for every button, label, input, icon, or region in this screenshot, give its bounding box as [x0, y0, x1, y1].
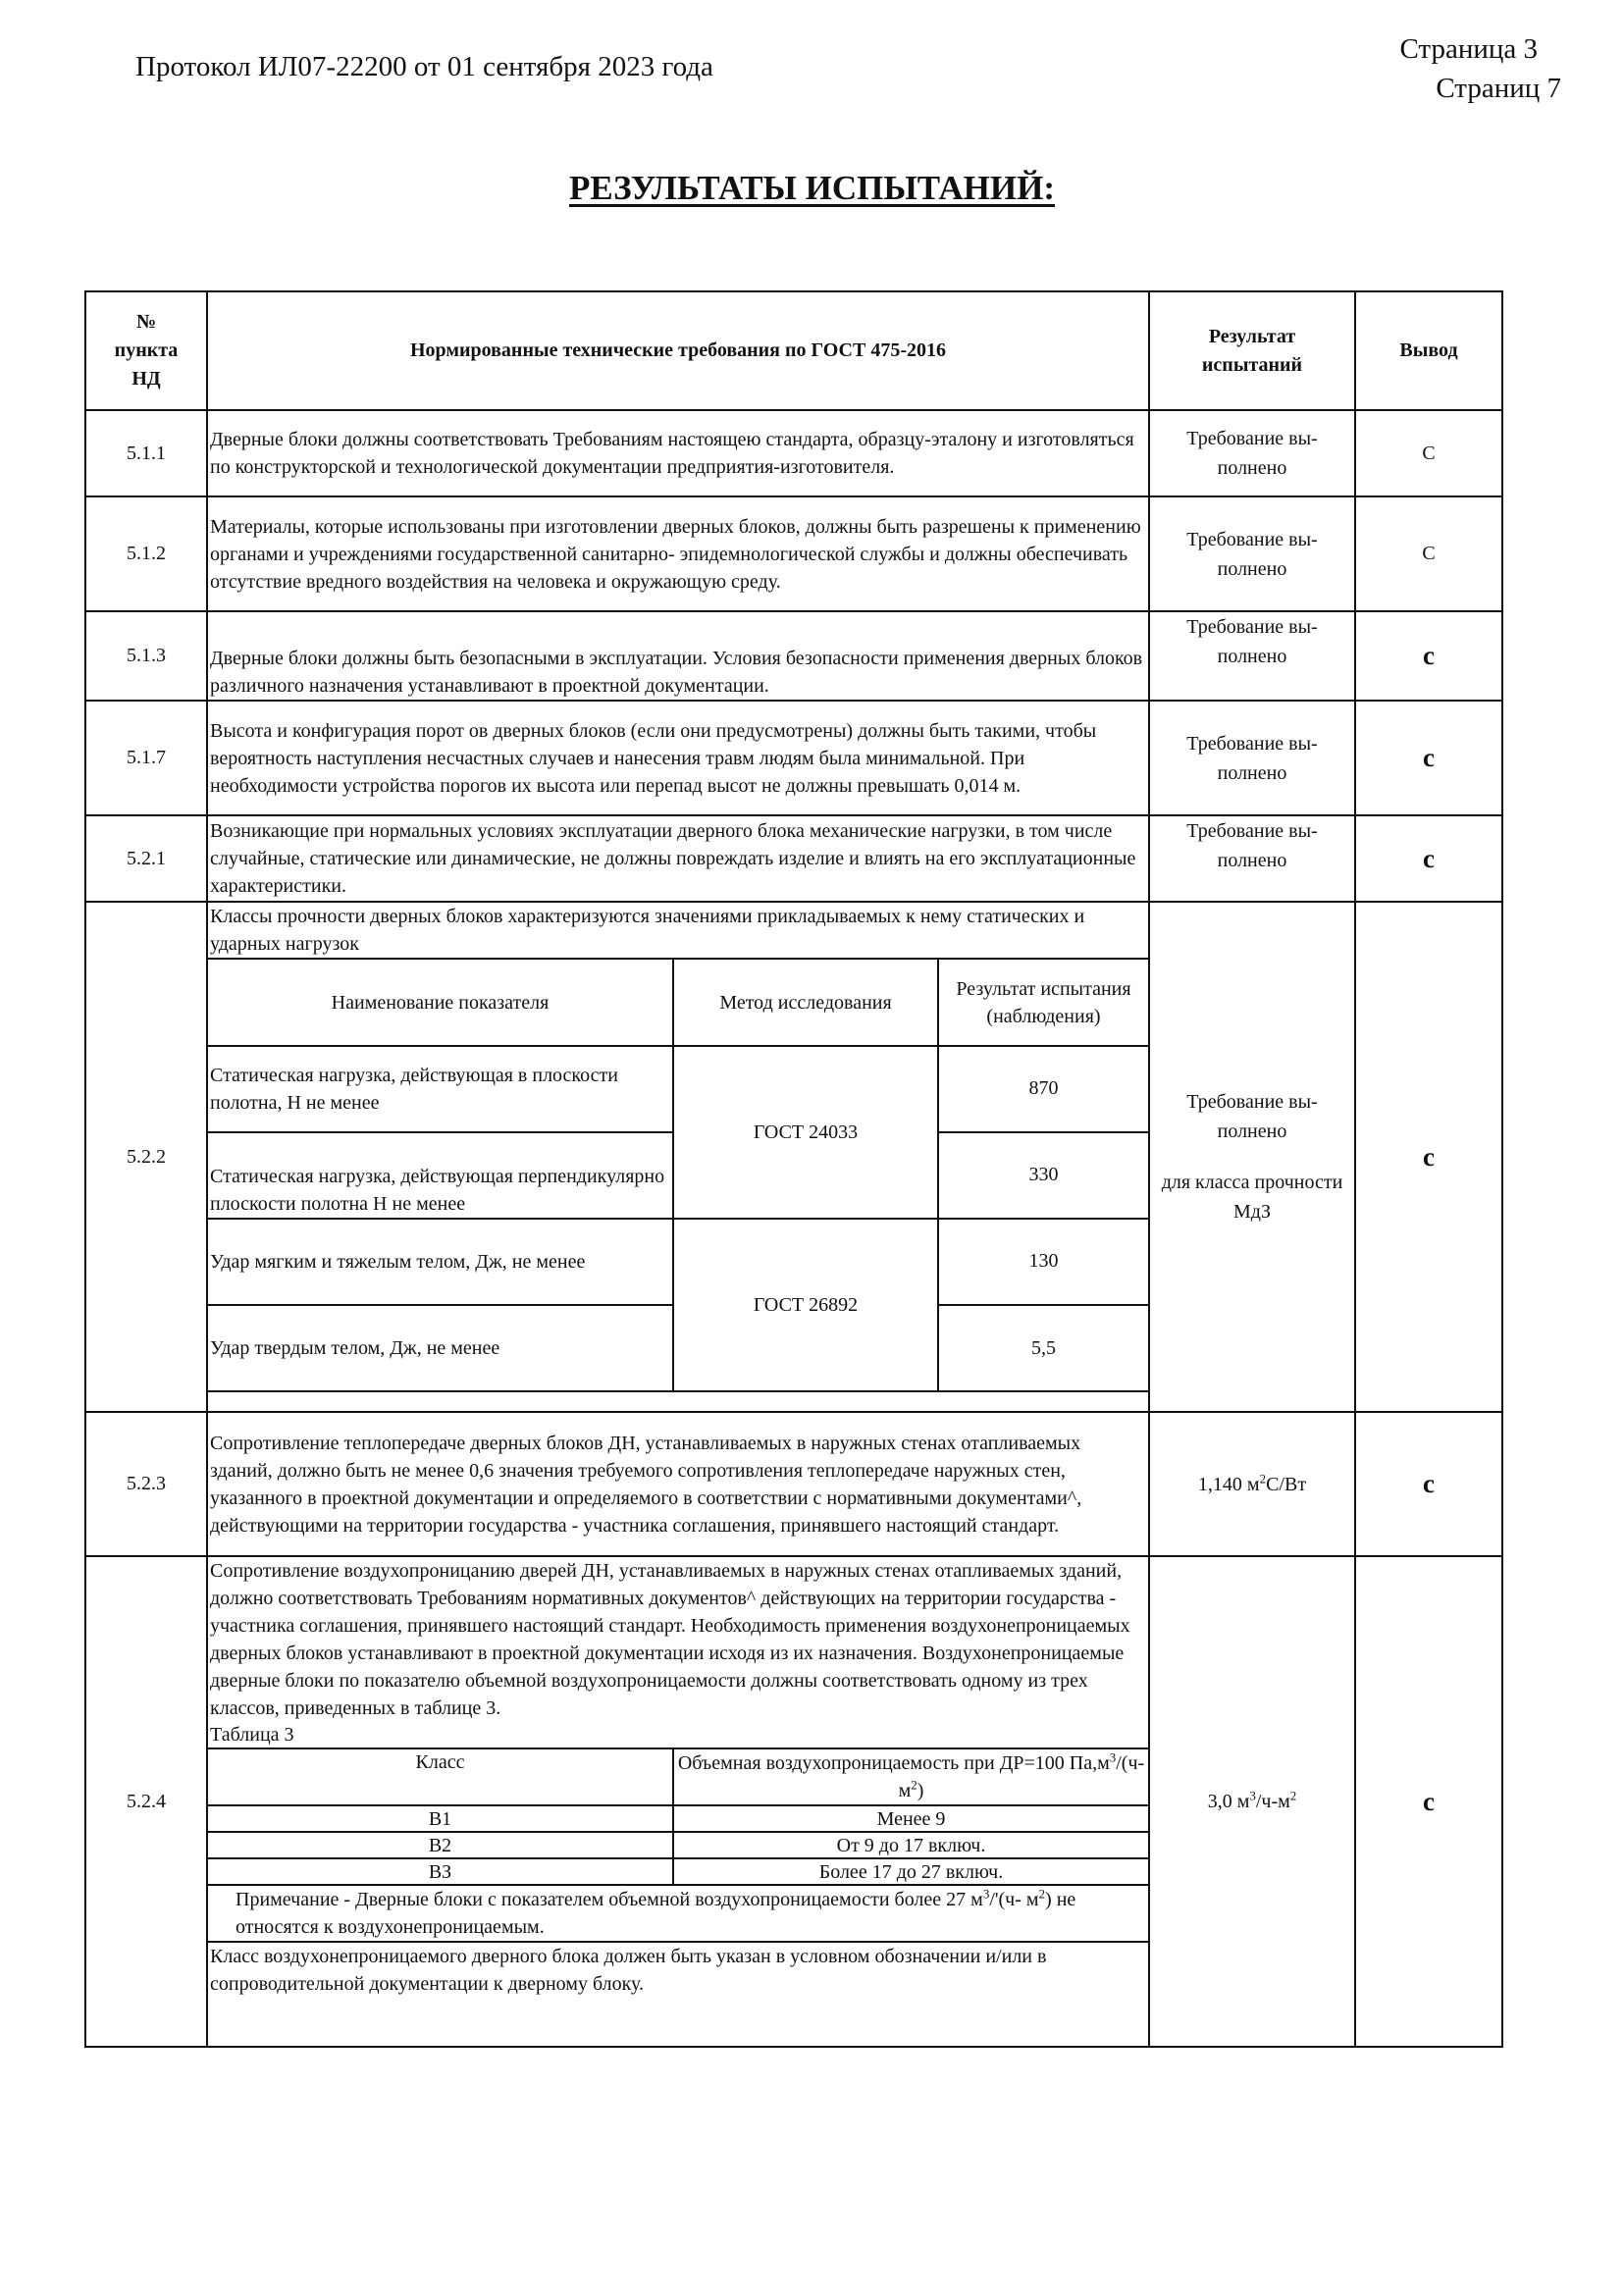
- row-result: Требование вы-полнено: [1149, 701, 1355, 815]
- strength-head-value: Результат испытания (наблюдения): [938, 960, 1148, 1046]
- air-value: От 9 до 17 включ.: [673, 1832, 1148, 1858]
- row-req: Дверные блоки должны быть безопасными в эксплуатации. Условия безопасности применения дверных блоков различного назначения устанавливают в проектной документации.: [207, 611, 1149, 701]
- strength-row-name: Удар мягким и тяжелым телом, Дж, не менее: [208, 1219, 673, 1305]
- row-req-strength: [207, 902, 1149, 1412]
- page-total: Страниц 7: [1436, 73, 1561, 104]
- thermal-sup: 2: [1259, 1470, 1267, 1486]
- results-table: [84, 290, 1503, 2048]
- strength-row-name: Удар твердым телом, Дж, не менее: [208, 1305, 673, 1391]
- row-conclusion: С: [1355, 410, 1502, 496]
- air-note-d: ) не относятся к воздухонепроницаемым.: [236, 1889, 1076, 1938]
- col-head-req: Нормированные технические требования по ГОСТ 475-2016: [207, 291, 1149, 410]
- air-class-table: [208, 1747, 1148, 1998]
- row-conclusion: С: [1355, 496, 1502, 611]
- row-num: 5.2.4: [85, 1556, 207, 2047]
- table-row: [85, 815, 1502, 902]
- results-table-header: [85, 291, 1502, 410]
- air-class: В1: [208, 1805, 673, 1832]
- strength-method: ГОСТ 26892: [673, 1219, 938, 1391]
- strength-table: [208, 960, 1148, 1403]
- row-result: Требование вы-полнено: [1149, 410, 1355, 496]
- table-row: [85, 902, 1502, 1412]
- table-row: [85, 701, 1502, 815]
- air-note-sup: 3: [982, 1886, 990, 1902]
- row-conclusion: с: [1355, 1412, 1502, 1556]
- strength-row-value: 870: [938, 1046, 1148, 1132]
- strength-result: Требование вы-полнено: [1186, 1091, 1318, 1142]
- thermal-value: 1,140 м: [1197, 1473, 1260, 1495]
- table-row: [85, 1556, 1502, 2047]
- col-head-conclusion: Вывод: [1355, 291, 1502, 410]
- air-note: [208, 1885, 1148, 1942]
- strength-method: ГОСТ 24033: [673, 1046, 938, 1219]
- row-conclusion: с: [1355, 1556, 1502, 2047]
- air-head-end: ): [917, 1780, 924, 1801]
- row-req-air: [207, 1556, 1149, 2047]
- air-class: В2: [208, 1832, 673, 1858]
- row-conclusion: с: [1355, 611, 1502, 701]
- table-row: [85, 1412, 1502, 1556]
- page-title-text: РЕЗУЛЬТАТЫ ИСПЫТАНИЙ:: [569, 169, 1055, 207]
- strength-row-name: Статическая нагрузка, действующая перпендикулярно плоскости полотна Н не менее: [208, 1132, 673, 1219]
- table-row: [85, 496, 1502, 611]
- row-conclusion: с: [1355, 701, 1502, 815]
- air-note-a: Примечание - Дверные блоки с показателем объемной воздухопроницаемости более 27 м: [236, 1889, 983, 1910]
- air-head-class: Класс: [208, 1748, 673, 1805]
- strength-row-name: Статическая нагрузка, действующая в плоскости полотна, Н не менее: [208, 1046, 673, 1132]
- row-req: Материалы, которые использованы при изготовлении дверных блоков, должны быть разрешены к применению органами и учреждениями государственной санитарно- эпидемнологической службы и должны обеспечивать отсутствие вредного воздействия на человека и окружающую среду.: [207, 496, 1149, 611]
- strength-row-value: 5,5: [938, 1305, 1148, 1391]
- strength-intro: Классы прочности дверных блоков характеризуются значениями прикладываемых к нему статических и ударных нагрузок: [208, 903, 1148, 960]
- air-head-sup: 3: [1109, 1749, 1117, 1765]
- row-result: Требование вы-полнено: [1149, 611, 1355, 701]
- table-row: [85, 410, 1502, 496]
- row-num: 5.1.2: [85, 496, 207, 611]
- air-result-mid: /ч-м: [1255, 1791, 1290, 1812]
- row-num: 5.2.2: [85, 902, 207, 1412]
- row-num: 5.1.3: [85, 611, 207, 701]
- row-req: Высота и конфигурация порот ов дверных блоков (если они предусмотрены) должны быть такими, чтобы вероятность наступления несчастных случаев и нанесения травм людям была минимальной. При необходимости устройства порогов их высота или перепад высот не должны превышать 0,014 м.: [207, 701, 1149, 815]
- strength-table-spacer: [208, 1391, 1148, 1403]
- row-conclusion: с: [1355, 815, 1502, 902]
- air-head-sup2: 2: [911, 1777, 917, 1793]
- col-head-num: № пункта НД: [85, 291, 207, 410]
- row-result: [1149, 902, 1355, 1412]
- row-result: [1149, 1412, 1355, 1556]
- air-class: ВЗ: [208, 1858, 673, 1885]
- row-num: 5.1.7: [85, 701, 207, 815]
- page-counter: [1399, 29, 1561, 108]
- air-result-sup: 3: [1249, 1788, 1256, 1803]
- air-outro: Класс воздухонепроницаемого дверного блока должен быть указан в условном обозначении и/или в сопроводительной документации к дверному блоку.: [208, 1942, 1148, 1998]
- air-note-c: м: [1025, 1889, 1039, 1910]
- strength-row-value: 130: [938, 1219, 1148, 1305]
- col-head-result: Результат испытаний: [1149, 291, 1355, 410]
- air-head-tail: /(ч-м: [898, 1752, 1145, 1801]
- air-value: Менее 9: [673, 1805, 1148, 1832]
- row-result: [1149, 1556, 1355, 2047]
- row-num: 5.2.3: [85, 1412, 207, 1556]
- air-result-sup2: 2: [1289, 1788, 1297, 1803]
- protocol-title: Протокол ИЛ07-22200 от 01 сентября 2023 года: [135, 51, 713, 82]
- strength-row-value: 330: [938, 1132, 1148, 1219]
- air-head-value-text: Объемная воздухопроницаемость при ДР=100 Па,м: [677, 1752, 1110, 1774]
- air-head-value: [673, 1748, 1148, 1805]
- strength-head-name: Наименование показателя: [208, 960, 673, 1046]
- row-req: Дверные блоки должны соответствовать Требованиям настоящею стандарта, образцу-эталону и изготовляться по конструкторской и технологической документации предприятия-изготовителя.: [207, 410, 1149, 496]
- table-caption: Таблица 3: [210, 1724, 294, 1746]
- row-req: Возникающие при нормальных условиях эксплуатации дверного блока механические нагрузки, в том числе случайные, статические или динамические, не должны повреждать изделие и влиять на его эксплуатационные характеристики.: [207, 815, 1149, 902]
- row-req: Сопротивление теплопередаче дверных блоков ДН, устанавливаемых в наружных стенах отапливаемых зданий, должно быть не менее 0,6 значения требуемого сопротивления теплопередаче наружных стен, указанного в проектной документации и определяемого в соответствии с нормативными документами^, действующими на территории государства - участника соглашения, принявшего настоящий стандарт.: [207, 1412, 1149, 1556]
- row-result: Требование вы-полнено: [1149, 815, 1355, 902]
- air-result-value: 3,0 м: [1207, 1791, 1250, 1812]
- table-row: [85, 611, 1502, 701]
- thermal-unit: С/Вт: [1266, 1473, 1307, 1495]
- strength-class: для класса прочности МдЗ: [1161, 1172, 1343, 1223]
- row-num: 5.1.1: [85, 410, 207, 496]
- air-intro: Сопротивление воздухопроницанию дверей ДН, устанавливаемых в наружных стенах отапливаемых зданий, должно соответствовать Требованиям нормативных документов^ действующих на территории государства - участника соглашения, принявшего настоящий стандарт. Необходимость применения воздухонепроницаемых дверных блоков устанавливают в проектной документации исходя из их назначения. Воздухонепроницаемые дверные блоки по показателю объемной воздухопроницаемости должны соответствовать одному из трех классов, приведенных в таблице 3.: [210, 1560, 1130, 1719]
- air-note-sup2: 2: [1038, 1886, 1046, 1902]
- air-value: Более 17 до 27 включ.: [673, 1858, 1148, 1885]
- page-title: [0, 169, 1624, 208]
- row-num: 5.2.1: [85, 815, 207, 902]
- row-result: Требование вы-полнено: [1149, 496, 1355, 611]
- strength-head-method: Метод исследования: [673, 960, 938, 1046]
- row-conclusion: с: [1355, 902, 1502, 1412]
- page-number: Страница 3: [1399, 33, 1538, 65]
- air-note-b: /'(ч-: [989, 1889, 1022, 1910]
